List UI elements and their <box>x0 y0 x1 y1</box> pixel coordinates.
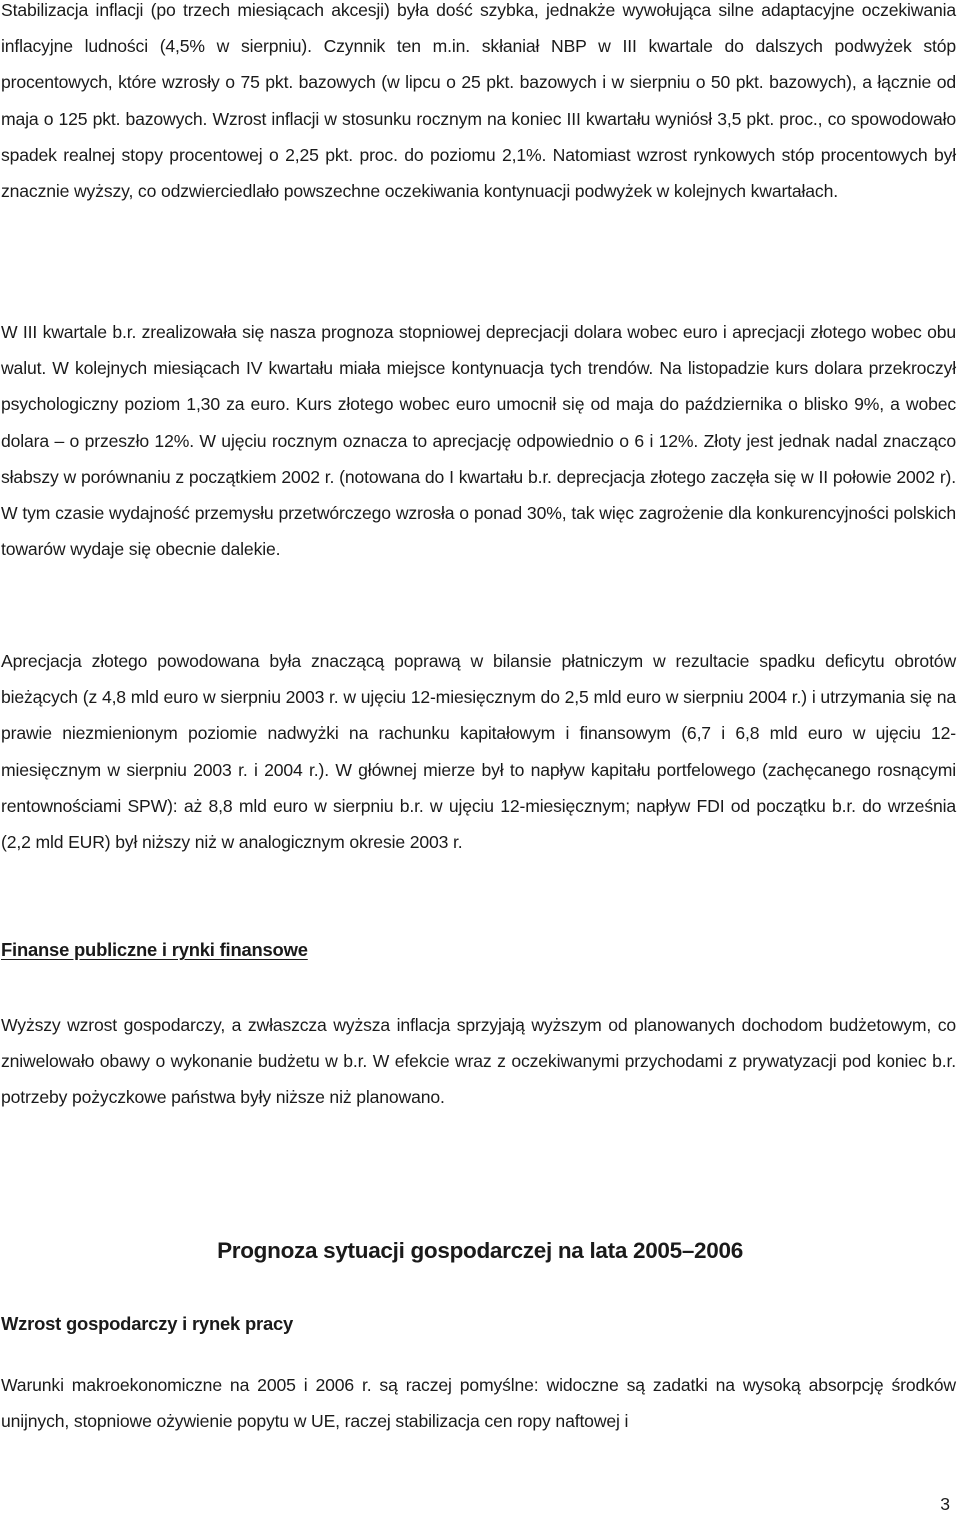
section-heading-growth: Wzrost gospodarczy i rynek pracy <box>1 1313 294 1334</box>
page-number: 3 <box>940 1494 950 1514</box>
chapter-heading-forecast: Prognoza sytuacji gospodarczej na lata 2005–2006 <box>217 1238 743 1263</box>
paragraph-exchange-rate: W III kwartale b.r. zrealizowała się nasza prognoza stopniowej deprecjacji dolara wobec euro i aprecjacji złotego wobec obu walut. W kolejnych miesiącach IV kwartału miała miejsce kontynuacja tych trendów. Na listopadzie kurs dolara przekroczył psychologiczny poziom 1,30 za euro. Kurs złotego wobec euro umocnił się od maja do października o blisko 9%, a wobec dolara – o przeszło 12%. W ujęciu rocznym oznacza to aprecjację odpowiednio o 6 i 12%. Złoty jest jednak nadal znacząco słabszy w porównaniu z początkiem 2002 r. (notowana do I kwartału b.r. deprecjacja złotego zaczęła się w II połowie 2002 r). W tym czasie wydajność przemysłu przetwórczego wzrosła o ponad 30%, tak więc zagrożenie dla konkurencyjności polskich towarów wydaje się obecnie dalekie. <box>1 322 956 560</box>
paragraph-inflation-stabilization: Stabilizacja inflacji (po trzech miesiącach akcesji) była dość szybka, jednakże wywołująca silne adaptacyjne oczekiwania inflacyjne ludności (4,5% w sierpniu). Czynnik ten m.in. skłaniał NBP w III kwartale do dalszych podwyżek stóp procentowych, które wzrosły o 75 pkt. bazowych (w lipcu o 25 pkt. bazowych i w sierpniu o 50 pkt. bazowych), a łącznie od maja o 125 pkt. bazowych. Wzrost inflacji w stosunku rocznym na koniec III kwartału wyniósł 3,5 pkt. proc., co spowodowało spadek realnej stopy procentowej o 2,25 pkt. proc. do poziomu 2,1%. Natomiast wzrost rynkowych stóp procentowych był znacznie wyższy, co odzwierciedlało powszechne oczekiwania kontynuacji podwyżek w kolejnych kwartałach. <box>1 0 956 202</box>
section-heading-public-finance: Finanse publiczne i rynki finansowe <box>1 939 308 960</box>
paragraph-macroeconomic-conditions: Warunki makroekonomiczne na 2005 i 2006 r. są raczej pomyślne: widoczne są zadatki na wysoką absorpcję środków unijnych, stopniowe ożywienie popytu w UE, raczej stabilizacja cen ropy naftowej i <box>1 1375 956 1432</box>
paragraph-public-finance: Wyższy wzrost gospodarczy, a zwłaszcza wyższa inflacja sprzyjają wyższym od planowanych dochodom budżetowym, co zniwelowało obawy o wykonanie budżetu w b.r. W efekcie wraz z oczekiwanymi przychodami z prywatyzacji pod koniec b.r. potrzeby pożyczkowe państwa były niższe niż planowano. <box>1 1015 956 1108</box>
paragraph-balance-of-payments: Aprecjacja złotego powodowana była znaczącą poprawą w bilansie płatniczym w rezultacie spadku deficytu obrotów bieżących (z 4,8 mld euro w sierpniu 2003 r. w ujęciu 12-miesięcznym do 2,5 mld euro w sierpniu 2004 r.) i utrzymania się na prawie niezmienionym poziomie nadwyżki na rachunku kapitałowym i finansowym (6,7 i 6,8 mld euro w ujęciu 12-miesięcznym w sierpniu 2003 r. i 2004 r.). W głównej mierze był to napływ kapitału portfelowego (zachęcanego rosnącymi rentownościami SPW): aż 8,8 mld euro w sierpniu b.r. w ujęciu 12-miesięcznym; napływ FDI od początku b.r. do września (2,2 mld EUR) był niższy niż w analogicznym okresie 2003 r. <box>1 651 956 853</box>
